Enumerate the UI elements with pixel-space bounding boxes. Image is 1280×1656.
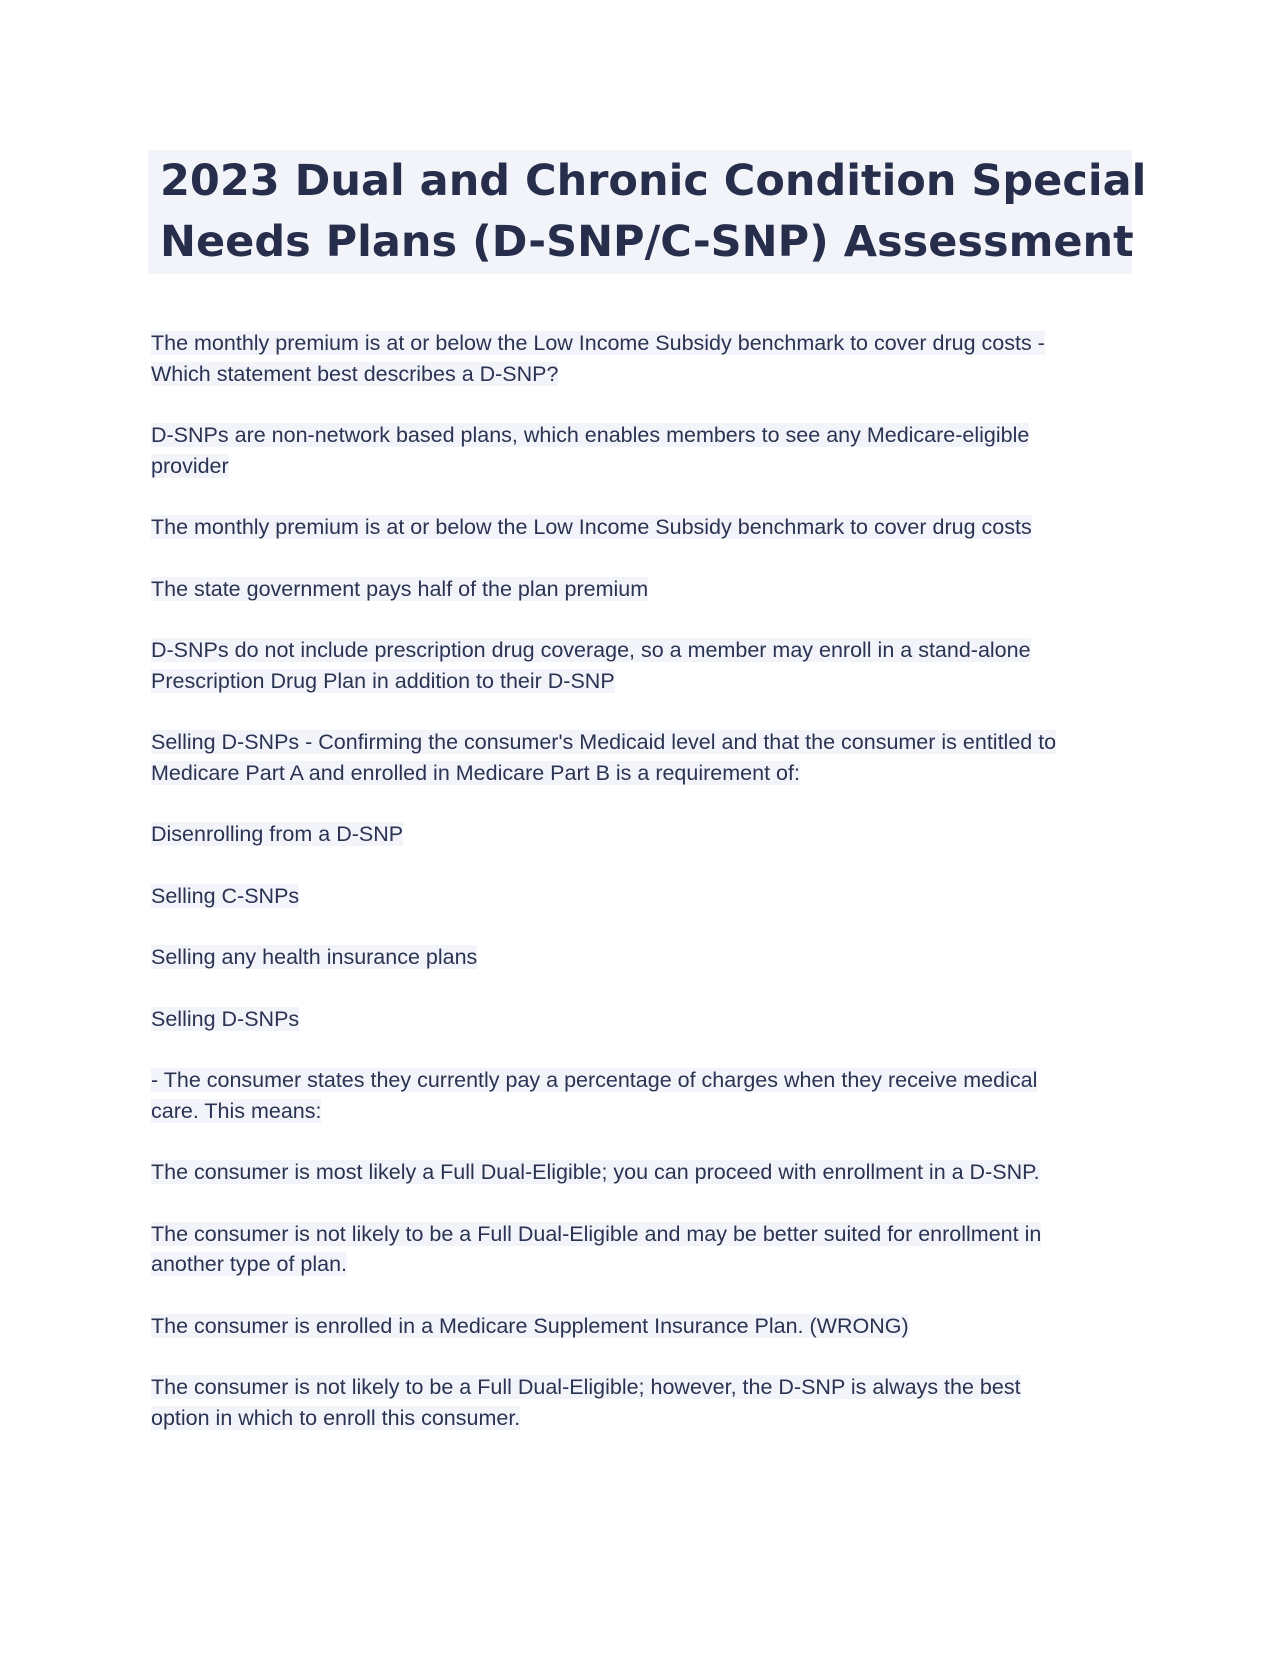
paragraph-line-wrap — [151, 1157, 1135, 1188]
paragraph — [151, 942, 1135, 973]
paragraph-line-wrap — [151, 942, 1135, 973]
paragraph-line-wrap — [151, 451, 1135, 482]
paragraph-line-wrap — [151, 1372, 1135, 1403]
paragraph — [151, 635, 1135, 696]
paragraph — [151, 1157, 1135, 1188]
paragraph-line: The consumer is most likely a Full Dual-Eligible; you can proceed with enrollment in a D-SNP. — [151, 1160, 1040, 1184]
paragraph-line: Which statement best describes a D-SNP? — [151, 361, 559, 386]
paragraph — [151, 512, 1135, 543]
title-banner — [148, 150, 1147, 274]
paragraph-line: provider — [151, 453, 229, 478]
document-title — [160, 151, 1147, 273]
paragraph-line-wrap — [151, 758, 1135, 789]
paragraph-line-wrap — [151, 881, 1135, 912]
title-line: 2023 Dual and Chronic Condition Special — [160, 156, 1147, 206]
paragraph-line-wrap — [151, 666, 1135, 697]
paragraph-line: Selling C-SNPs — [151, 883, 300, 908]
paragraph-line: - The consumer states they currently pay a percentage of charges when they receive medical — [151, 1068, 1038, 1092]
paragraph-line-wrap — [151, 328, 1135, 359]
paragraph-line-wrap — [151, 727, 1135, 758]
paragraph-line-wrap — [151, 1403, 1135, 1434]
paragraph-line: The state government pays half of the plan premium — [151, 576, 649, 601]
paragraph-line-wrap — [151, 512, 1135, 543]
paragraph-line-wrap — [151, 1249, 1135, 1280]
paragraph-line-wrap — [151, 635, 1135, 666]
paragraph — [151, 1372, 1135, 1433]
paragraph-line-wrap — [151, 1004, 1135, 1035]
paragraph-line-wrap — [151, 1219, 1135, 1250]
paragraph — [151, 1065, 1135, 1126]
paragraph — [151, 574, 1135, 605]
paragraph-line-wrap — [151, 819, 1135, 850]
paragraph — [151, 1004, 1135, 1035]
paragraph-line-wrap — [151, 1311, 1135, 1342]
paragraph — [151, 727, 1135, 788]
paragraph-line: Prescription Drug Plan in addition to their D-SNP — [151, 668, 615, 693]
title-line: Needs Plans (D-SNP/C-SNP) Assessment — [160, 217, 1134, 267]
paragraph-line: The monthly premium is at or below the Low Income Subsidy benchmark to cover drug costs - — [151, 331, 1045, 355]
paragraph-line: Selling D-SNPs - Confirming the consumer's Medicaid level and that the consumer is entitled to — [151, 730, 1057, 754]
paragraph-line: Disenrolling from a D-SNP — [151, 822, 404, 846]
paragraph-line-wrap — [151, 420, 1135, 451]
paragraph — [151, 420, 1135, 481]
paragraph-line: D-SNPs are non-network based plans, which enables members to see any Medicare-eligible — [151, 423, 1030, 447]
paragraph — [151, 328, 1135, 389]
paragraph-line: Selling any health insurance plans — [151, 945, 478, 969]
paragraph-line: care. This means: — [151, 1098, 322, 1123]
paragraph-line-wrap — [151, 1096, 1135, 1127]
paragraph-line-wrap — [151, 1065, 1135, 1096]
paragraph — [151, 1219, 1135, 1280]
paragraph — [151, 881, 1135, 912]
document-body — [151, 328, 1135, 1464]
paragraph-line: The consumer is not likely to be a Full Dual-Eligible and may be better suited for enrollment in — [151, 1221, 1042, 1246]
paragraph-line: Selling D-SNPs — [151, 1006, 300, 1031]
paragraph — [151, 819, 1135, 850]
paragraph-line: D-SNPs do not include prescription drug coverage, so a member may enroll in a stand-alone — [151, 638, 1031, 662]
paragraph-line: another type of plan. — [151, 1252, 348, 1276]
paragraph-line: option in which to enroll this consumer. — [151, 1405, 521, 1430]
paragraph-line: Medicare Part A and enrolled in Medicare Part B is a requirement of: — [151, 760, 800, 785]
paragraph-line: The consumer is enrolled in a Medicare Supplement Insurance Plan. (WRONG) — [151, 1313, 909, 1338]
paragraph — [151, 1311, 1135, 1342]
paragraph-line: The consumer is not likely to be a Full Dual-Eligible; however, the D-SNP is always the best — [151, 1375, 1021, 1399]
paragraph-line-wrap — [151, 359, 1135, 390]
paragraph-line: The monthly premium is at or below the Low Income Subsidy benchmark to cover drug costs — [151, 515, 1032, 539]
paragraph-line-wrap — [151, 574, 1135, 605]
